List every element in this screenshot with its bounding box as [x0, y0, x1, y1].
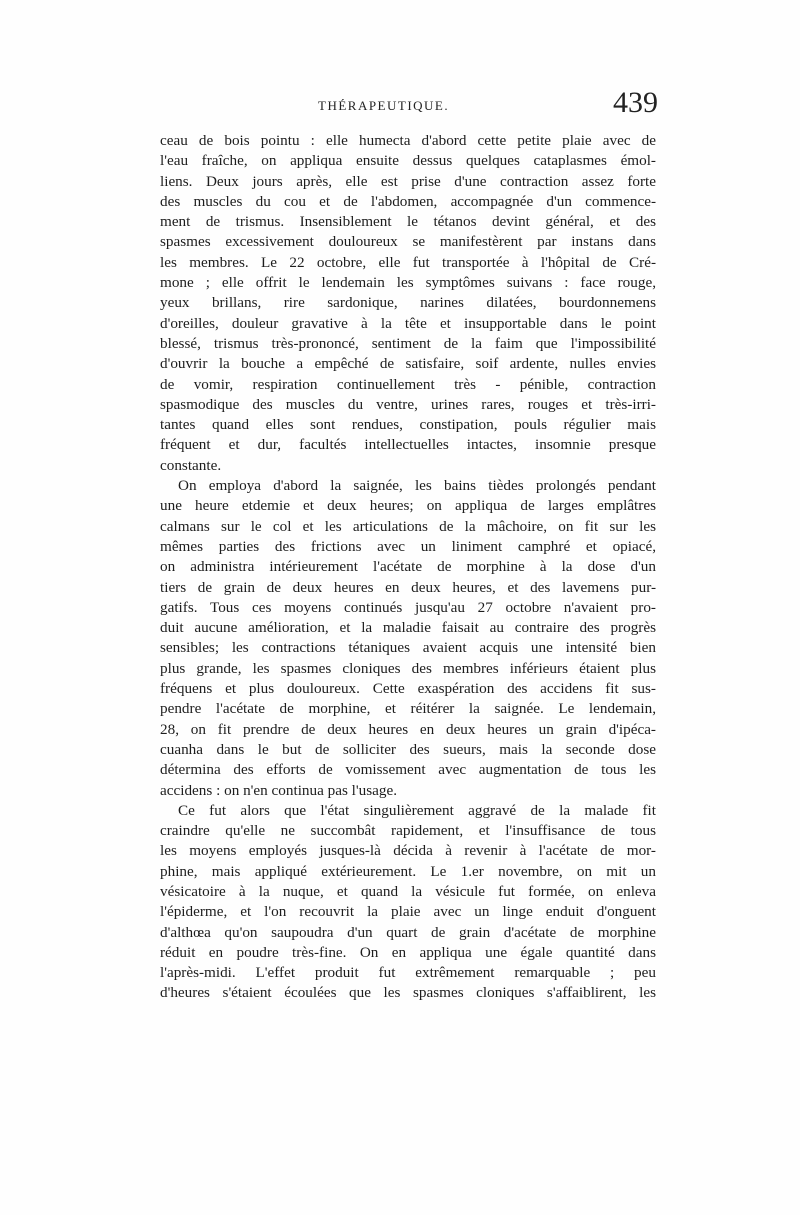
- text-line: gatifs. Tous ces moyens continués jusqu'au 27 octobre n'avaient pro-: [160, 598, 656, 616]
- text-line: liens. Deux jours après, elle est prise d'une contraction assez forte: [160, 172, 656, 190]
- text-line: spasmodique des muscles du ventre, urines rares, rouges et très-irri-: [160, 395, 656, 413]
- text-line: les moyens employés jusques-là décida à revenir à l'acétate de mor-: [160, 842, 656, 860]
- text-line: duit aucune amélioration, et la maladie faisait au contraire des progrès: [160, 619, 656, 637]
- text-line: plus grande, les spasmes cloniques des membres inférieurs étaient plus: [160, 659, 656, 677]
- text-line: l'eau fraîche, on appliqua ensuite dessus quelques cataplasmes émol-: [160, 152, 656, 170]
- text-line: détermina des efforts de vomissement avec augmentation de tous les: [160, 761, 656, 779]
- text-line: tiers de grain de deux heures en deux heures, et des lavemens pur-: [160, 578, 656, 596]
- text-line: d'oreilles, douleur gravative à la tête et insupportable dans le point: [160, 314, 656, 332]
- text-line: 28, on fit prendre de deux heures en deux heures un grain d'ipéca-: [160, 720, 656, 738]
- paragraph-3: [160, 801, 656, 1004]
- text-line: réduit en poudre très-fine. On en appliqua une égale quantité dans: [160, 943, 656, 961]
- text-line: Ce fut alors que l'état singulièrement aggravé de la malade fit: [178, 801, 656, 819]
- text-line: sensibles; les contractions tétaniques avaient acquis une intensité bien: [160, 639, 656, 657]
- text-line: phine, mais appliqué extérieurement. Le 1.er novembre, on mit un: [160, 862, 656, 880]
- text-line: l'après-midi. L'effet produit fut extrêmement remarquable ; peu: [160, 964, 656, 982]
- running-title: THÉRAPEUTIQUE.: [318, 98, 450, 113]
- paragraph-1: [160, 131, 656, 476]
- text-line: cuanha dans le but de solliciter des sueurs, mais la seconde dose: [160, 740, 656, 758]
- text-line: fréquens et plus douloureux. Cette exaspération des accidens fit sus-: [160, 680, 656, 698]
- text-line: fréquent et dur, facultés intellectuelles intactes, insomnie presque: [160, 436, 656, 454]
- paragraph-2: [160, 476, 656, 801]
- text-line: on administra intérieurement l'acétate de morphine à la dose d'un: [160, 558, 656, 576]
- text-line: mone ; elle offrit le lendemain les symptômes suivans : face rouge,: [160, 274, 656, 292]
- text-line: yeux brillans, rire sardonique, narines dilatées, bourdonnemens: [160, 294, 656, 312]
- text-line: l'épiderme, et l'on recouvrit la plaie avec un linge enduit d'onguent: [160, 903, 656, 921]
- text-line: calmans sur le col et les articulations de la mâchoire, on fit sur les: [160, 517, 656, 535]
- text-line: On employa d'abord la saignée, les bains tièdes prolongés pendant: [178, 477, 656, 495]
- text-line: accidens : on n'en continua pas l'usage.: [160, 781, 398, 799]
- text-line: d'althœa qu'on saupoudra d'un quart de grain d'acétate de morphine: [160, 923, 656, 941]
- text-line: une heure etdemie et deux heures; on appliqua de larges emplâtres: [160, 497, 656, 515]
- text-line: de vomir, respiration continuellement très - pénible, contraction: [160, 375, 656, 393]
- page-header: [158, 86, 658, 126]
- text-line: tantes quand elles sont rendues, constipation, pouls régulier mais: [160, 416, 656, 434]
- text-line: constante.: [160, 456, 222, 474]
- text-line: blessé, trismus très-prononcé, sentiment de la faim que l'impossibilité: [160, 334, 656, 352]
- text-line: mêmes parties des frictions avec un liniment camphré et opiacé,: [160, 537, 656, 555]
- text-line: ment de trismus. Insensiblement le tétanos devint général, et des: [160, 213, 656, 231]
- text-line: des muscles du cou et de l'abdomen, accompagnée d'un commence-: [160, 192, 656, 210]
- text-line: craindre qu'elle ne succombât rapidement, et l'insuffisance de tous: [160, 822, 656, 840]
- text-line: les membres. Le 22 octobre, elle fut transportée à l'hôpital de Cré-: [160, 253, 656, 271]
- page-number: 439: [613, 86, 658, 119]
- text-line: ceau de bois pointu : elle humecta d'abord cette petite plaie avec de: [160, 132, 656, 149]
- text-line: d'heures s'étaient écoulées que les spasmes cloniques s'affaiblirent, les: [160, 984, 656, 1002]
- text-line: vésicatoire à la nuque, et quand la vésicule fut formée, on enleva: [160, 882, 656, 900]
- body-text: [160, 131, 656, 1004]
- text-line: pendre l'acétate de morphine, et réitérer la saignée. Le lendemain,: [160, 700, 656, 718]
- text-line: d'ouvrir la bouche a empêché de satisfaire, soif ardente, nulles envies: [160, 355, 656, 373]
- text-line: spasmes excessivement douloureux se manifestèrent par instans dans: [160, 233, 656, 251]
